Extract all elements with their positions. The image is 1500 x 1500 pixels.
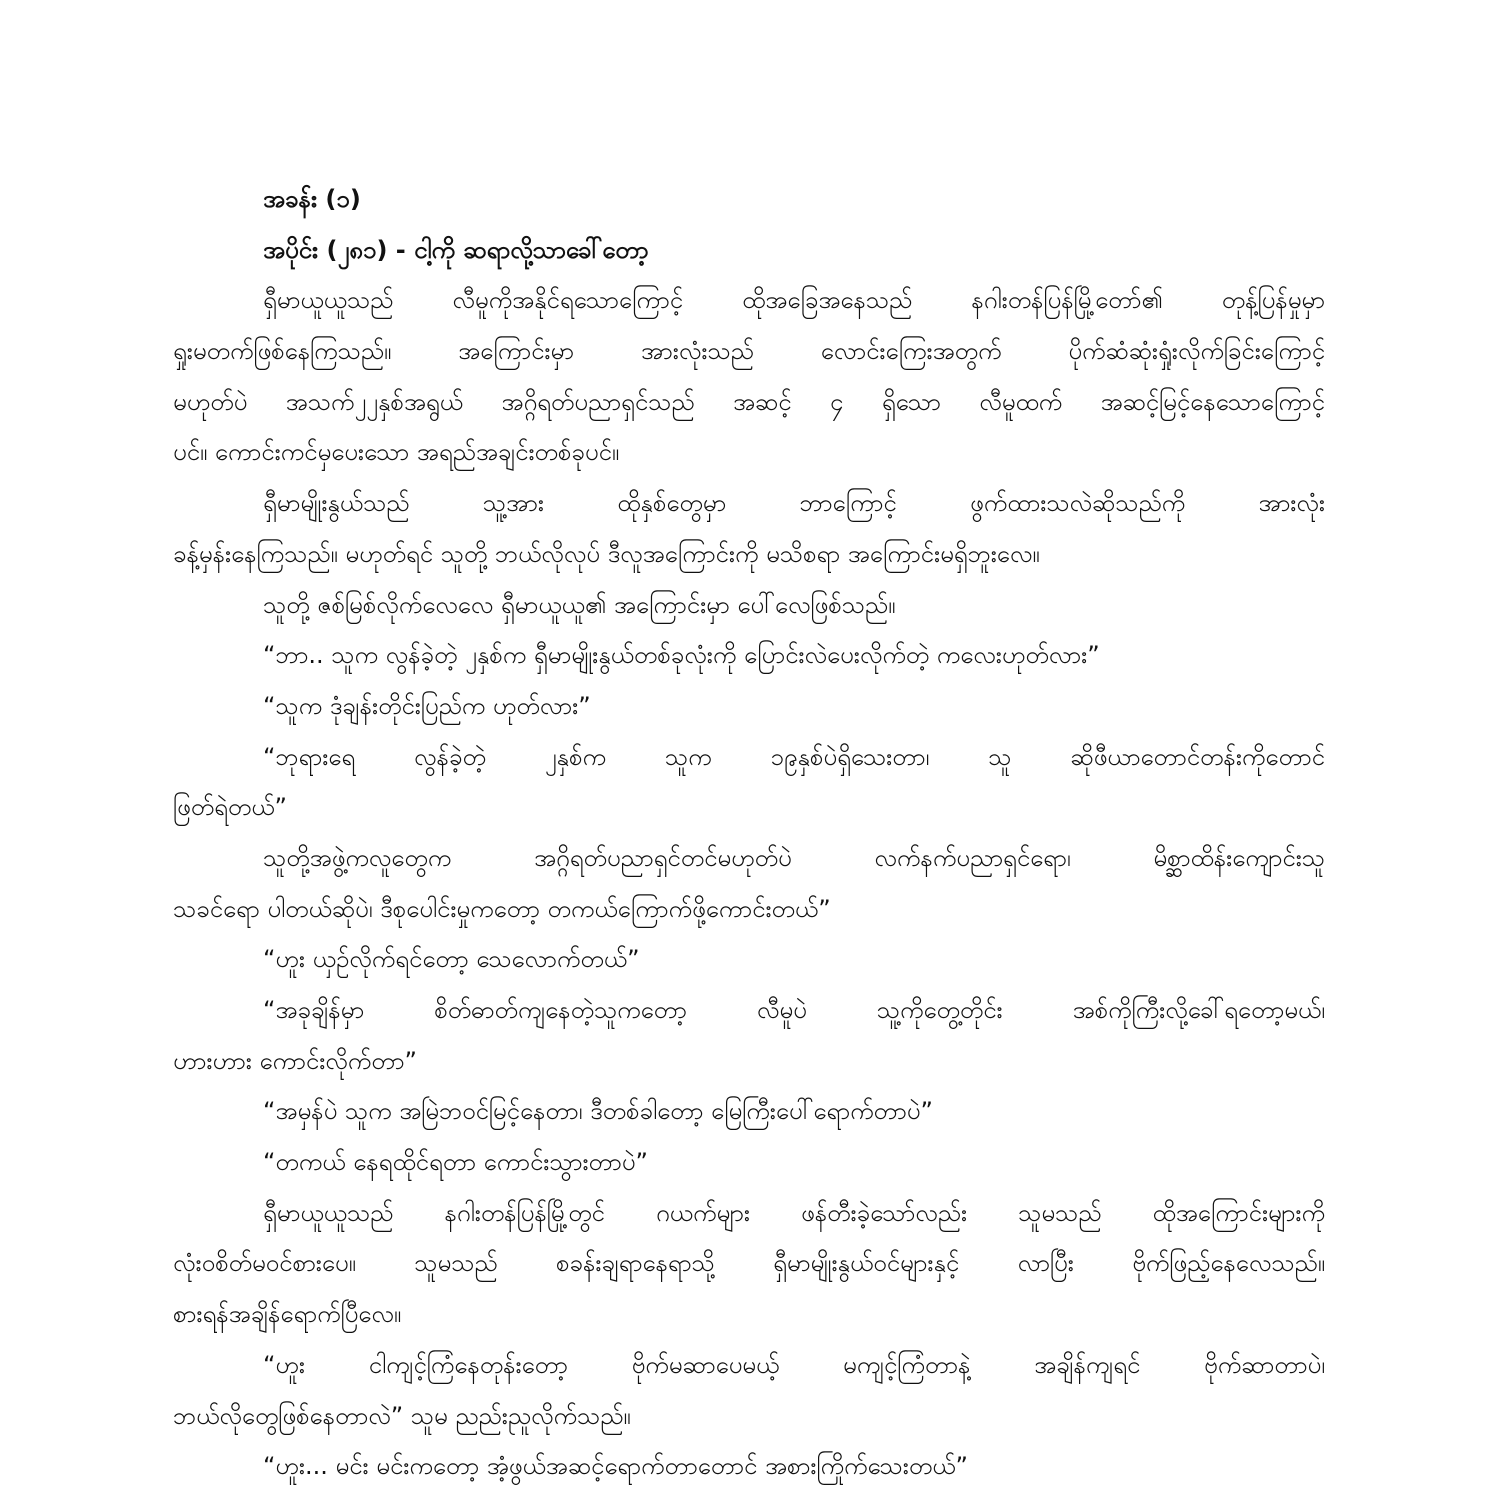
paragraph-line: ရှီမာမျိုးနွယ်သည် သူ့အား ထိုနှစ်တွေမှာ ဘာကြောင့် ဖွက်ထားသလဲဆိုသည်ကို အားလုံး: [263, 489, 1325, 518]
paragraph-line: ဟားဟား ကောင်းလိုက်တာ”: [173, 1046, 417, 1075]
paragraph: [173, 833, 1325, 934]
paragraph-line: “သူက ဒုံချန်းတိုင်းပြည်က ဟုတ်လား”: [263, 691, 591, 720]
paragraph-line: “တကယ် နေရထိုင်ရတာ ကောင်းသွားတာပဲ”: [263, 1148, 648, 1177]
paragraph-line: မဟုတ်ပဲ အသက်၂၂နှစ်အရွယ် အဂ္ဂိရတ်ပညာရှင်သည် အဆင့် ၄ ရှိသော လီမူထက် အဆင့်မြင့်နေသောကြောင့်: [173, 387, 1325, 416]
paragraph-line: သူတို့ ဇစ်မြစ်လိုက်လေလေ ရှီမာယူယူ၏ အကြောင်းမှာ ပေါ်လေဖြစ်သည်။: [263, 590, 896, 619]
paragraph: [173, 681, 1325, 732]
paragraph-line: “ဘာ.. သူက လွန်ခဲ့တဲ့ ၂နှစ်က ရှီမာမျိုးနွယ်တစ်ခုလုံးကို ပြောင်းလဲပေးလိုက်တဲ့ ကလေးဟုတ်လား”: [263, 641, 1100, 670]
paragraph-line: ရှုးမတက်ဖြစ်နေကြသည်။ အကြောင်းမှာ အားလုံးသည် လောင်းကြေးအတွက် ပိုက်ဆံဆုံးရှုံးလိုက်ခြင်းကြောင့်: [173, 337, 1325, 366]
paragraph-line: ရှီမာယူယူသည် နဂါးတန်ပြန်မြို့တွင် ဂယက်များ ဖန်တီးခဲ့သော်လည်း သူမသည် ထိုအကြောင်းများကို: [263, 1198, 1325, 1227]
part-title: အပိုင်း (၂၈၁) - ငါ့ကို ဆရာလို့သာခေါ်တော့: [263, 235, 649, 264]
paragraph-line: ရှီမာယူယူသည် လီမူကိုအနိုင်ရသောကြောင့် ထိုအခြေအနေသည် နဂါးတန်ပြန်မြို့တော်၏ တုန့်ပြန်မှုမှာ: [263, 286, 1325, 315]
paragraph-line: ဘယ်လိုတွေဖြစ်နေတာလဲ” သူမ ညည်းညူလိုက်သည်။: [173, 1401, 631, 1430]
paragraph: [173, 580, 1325, 631]
chapter-title: အခန်း (၁): [263, 185, 361, 213]
paragraph-line: “အမှန်ပဲ သူက အမြဲဘဝင်မြင့်နေတာ၊ ဒီတစ်ခါတော့ မြေကြီးပေါ်ရောက်တာပဲ”: [263, 1097, 933, 1126]
paragraph: [173, 1137, 1325, 1188]
paragraph-line: “ဟူး... မင်း မင်းကတော့ အံ့ဖွယ်အဆင့်ရောက်တာတောင် အစားကြိုက်သေးတယ်”: [263, 1452, 968, 1481]
paragraph: [173, 732, 1325, 833]
paragraph-line: စားရန်အချိန်ရောက်ပြီလေ။: [173, 1300, 402, 1329]
paragraph-line: “ဟူး ယှဉ်လိုက်ရင်တော့ သေလောက်တယ်”: [263, 945, 640, 974]
paragraph: [173, 1188, 1325, 1340]
paragraph-line: “ဟူး ငါကျင့်ကြံနေတုန်းတော့ ဗိုက်မဆာပေမယ့် မကျင့်ကြံတာနဲ့ အချိန်ကျရင် ဗိုက်ဆာတာပဲ၊: [263, 1350, 1325, 1379]
paragraph-line: ပင်။ ကောင်းကင်မှပေးသော အရည်အချင်းတစ်ခုပင်။: [173, 438, 620, 467]
document-page: [173, 174, 1325, 1492]
paragraph-line: “အခုချိန်မှာ စိတ်ဓာတ်ကျနေတဲ့သူကတော့ လီမူပဲ သူ့ကိုတွေ့တိုင်း အစ်ကိုကြီးလို့ခေါ်ရတော့မယ်၊: [263, 996, 1325, 1024]
paragraph: [173, 1340, 1325, 1441]
paragraph: [173, 478, 1325, 579]
paragraph-line: လုံးဝစိတ်မဝင်စားပေ။ သူမသည် စခန်းချရာနေရာသို့ ရှီမာမျိုးနွယ်ဝင်များနှင့် လာပြီး ဗိုက်ဖြည့်နေလေသည်။: [173, 1249, 1325, 1278]
paragraph: [173, 630, 1325, 681]
paragraph: [173, 934, 1325, 985]
paragraph: [173, 985, 1325, 1086]
paragraph-line: သခင်ရော ပါတယ်ဆိုပဲ၊ ဒီစုပေါင်းမှုကတော့ တကယ်ကြောက်ဖို့ကောင်းတယ်”: [173, 894, 831, 923]
paragraph: [173, 275, 1325, 478]
paragraph: [173, 1441, 1325, 1492]
document-body: [173, 275, 1325, 1492]
paragraph-line: ခန့်မှန်းနေကြသည်။ မဟုတ်ရင် သူတို့ ဘယ်လိုလုပ် ဒီလူအကြောင်းကို မသိစရာ အကြောင်းမရှိဘူးလေ။: [173, 539, 1040, 568]
paragraph: [173, 1086, 1325, 1137]
paragraph-line: ဖြတ်ရဲတယ်”: [173, 793, 287, 822]
paragraph-line: “ဘုရားရေ လွန်ခဲ့တဲ့ ၂နှစ်က သူက ၁၉နှစ်ပဲရှိသေးတာ၊ သူ ဆိုဖီယာတောင်တန်းကိုတောင်: [263, 742, 1325, 771]
paragraph-line: သူတို့အဖွဲ့ကလူတွေက အဂ္ဂိရတ်ပညာရှင်တင်မဟုတ်ပဲ လက်နက်ပညာရှင်ရော၊ မိစ္ဆာထိန်းကျောင်းသူ: [263, 843, 1325, 872]
